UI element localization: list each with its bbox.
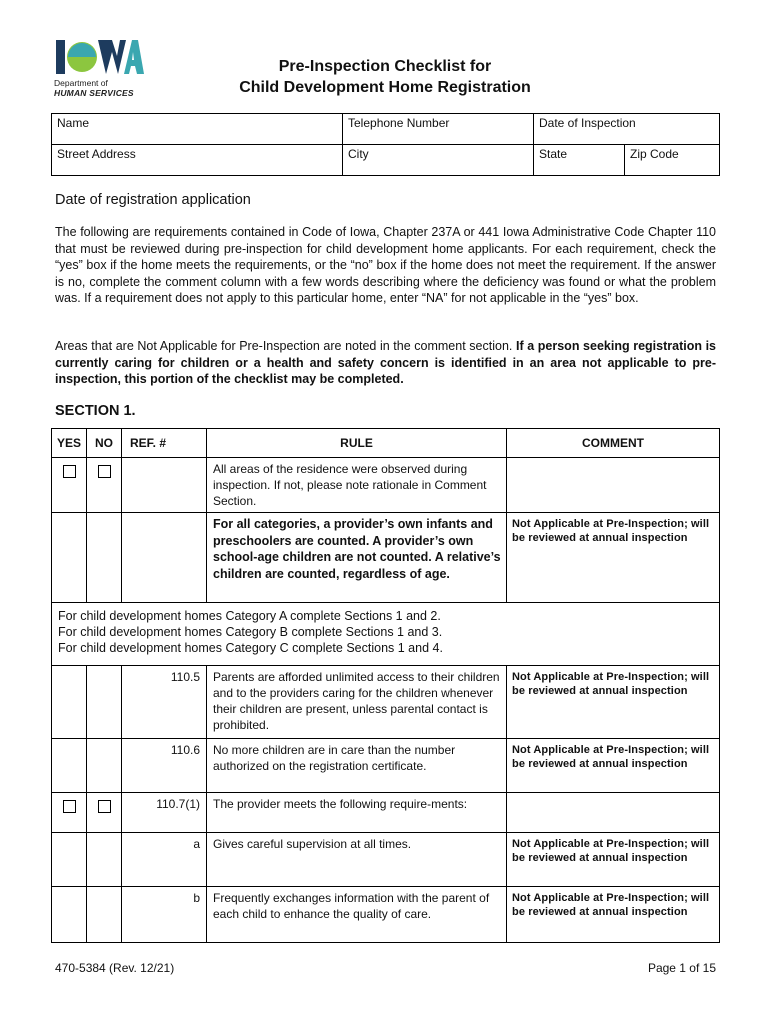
state-label: State: [539, 147, 568, 161]
yes-checkbox[interactable]: [63, 800, 76, 813]
comment-cell: Not Applicable at Pre-Inspection; will be reviewed at annual inspection: [507, 513, 720, 603]
page-title: [150, 56, 620, 98]
telephone-field[interactable]: [343, 114, 534, 145]
rule-cell: All areas of the residence were observed during inspection. If not, please note rationale in Comment Section.: [207, 458, 507, 513]
ref-cell: a: [122, 833, 207, 887]
no-checkbox[interactable]: [98, 465, 111, 478]
ref-cell: [122, 458, 207, 513]
ref-cell: b: [122, 887, 207, 943]
yes-checkbox[interactable]: [63, 465, 76, 478]
not-applicable-paragraph: [55, 338, 716, 388]
rule-cell: No more children are in care than the number authorized on the registration certificate.: [207, 739, 507, 793]
street-label: Street Address: [57, 147, 136, 161]
page-number: Page 1 of 15: [647, 961, 716, 975]
title-line-1: Pre-Inspection Checklist for: [278, 58, 492, 75]
applicant-info-table: [51, 113, 720, 176]
telephone-label: Telephone Number: [348, 116, 450, 130]
street-field[interactable]: [52, 145, 343, 176]
no-header: NO: [87, 429, 122, 458]
checklist-table: [51, 428, 720, 943]
city-label: City: [348, 147, 369, 161]
ref-cell: 110.5: [122, 666, 207, 739]
comment-cell[interactable]: [507, 793, 720, 833]
yes-header: YES: [52, 429, 87, 458]
rule-cell: Parents are afforded unlimited access to their children and to the providers caring for the children whenever their children are present, unless parental contact is prohibited.: [207, 666, 507, 739]
note-line-1: For child development homes Category A complete Sections 1 and 2.: [58, 609, 441, 623]
rule-cell: For all categories, a provider’s own infants and preschoolers are counted. A provider’s own school-age children are not counted. A relative’s children are counted, regardless of age.: [207, 513, 507, 603]
category-note-row: [52, 603, 720, 666]
rule-cell: Frequently exchanges information with the parent of each child to enhance the quality of care.: [207, 887, 507, 943]
inspection-date-label: Date of Inspection: [539, 116, 636, 130]
city-field[interactable]: [343, 145, 534, 176]
name-field[interactable]: [52, 114, 343, 145]
table-row: [52, 458, 720, 513]
name-label: Name: [57, 116, 90, 130]
state-field[interactable]: [534, 145, 625, 176]
comment-header: COMMENT: [507, 429, 720, 458]
ref-cell: 110.7(1): [122, 793, 207, 833]
table-row: [52, 739, 720, 793]
rule-cell: Gives careful supervision at all times.: [207, 833, 507, 887]
table-row: [52, 833, 720, 887]
instructions-paragraph: The following are requirements contained in Code of Iowa, Chapter 237A or 441 Iowa Administrative Code Chapter 110 that must be reviewed during pre-inspection for child development home applicants. For each requirement, check the “yes” box if the home meets the requirements, or the “no” box if the home does not meet the requirement. If the answer is no, complete the comment column with a few words describing where the deficiency was found or what the problem was. If a requirement does not apply to this particular home, enter “NA” for not applicable in the “yes” box.: [55, 225, 716, 306]
iowa-wordmark-icon: [54, 38, 144, 78]
zip-label: Zip Code: [630, 147, 679, 161]
comment-cell: Not Applicable at Pre-Inspection; will be reviewed at annual inspection: [507, 739, 720, 793]
table-header: [52, 429, 720, 458]
note-line-2: For child development homes Category B complete Sections 1 and 3.: [58, 625, 443, 639]
rule-header: RULE: [207, 429, 507, 458]
table-row: [52, 513, 720, 603]
title-line-2: Child Development Home Registration: [239, 79, 531, 96]
form-number: 470-5384 (Rev. 12/21): [55, 961, 175, 975]
dept-line-1: Department of: [54, 78, 108, 88]
table-row: [52, 666, 720, 739]
para2-bold: If a person seeking registration is currently caring for children or a health and safety concern is identified in an area not applicable to pre-inspection, this portion of the checklist may be completed.: [55, 339, 717, 387]
inspection-date-field[interactable]: [534, 114, 720, 145]
rule-cell: The provider meets the following require-ments:: [207, 793, 507, 833]
registration-date-label: Date of registration application: [55, 192, 251, 208]
no-checkbox[interactable]: [98, 800, 111, 813]
note-line-3: For child development homes Category C complete Sections 1 and 4.: [58, 641, 443, 655]
ref-header: REF. #: [122, 429, 207, 458]
dept-line-2: HUMAN SERVICES: [54, 88, 134, 98]
comment-cell: Not Applicable at Pre-Inspection; will be reviewed at annual inspection: [507, 833, 720, 887]
table-row: [52, 887, 720, 943]
comment-cell: Not Applicable at Pre-Inspection; will be reviewed at annual inspection: [507, 666, 720, 739]
ref-cell: 110.6: [122, 739, 207, 793]
comment-cell[interactable]: [507, 458, 720, 513]
section-title: SECTION 1.: [55, 403, 136, 419]
zip-field[interactable]: [625, 145, 720, 176]
table-row: [52, 793, 720, 833]
para2-normal: Areas that are Not Applicable for Pre-Inspection are noted in the comment section.: [55, 339, 516, 353]
department-label: [54, 78, 134, 98]
comment-cell: Not Applicable at Pre-Inspection; will be reviewed at annual inspection: [507, 887, 720, 943]
